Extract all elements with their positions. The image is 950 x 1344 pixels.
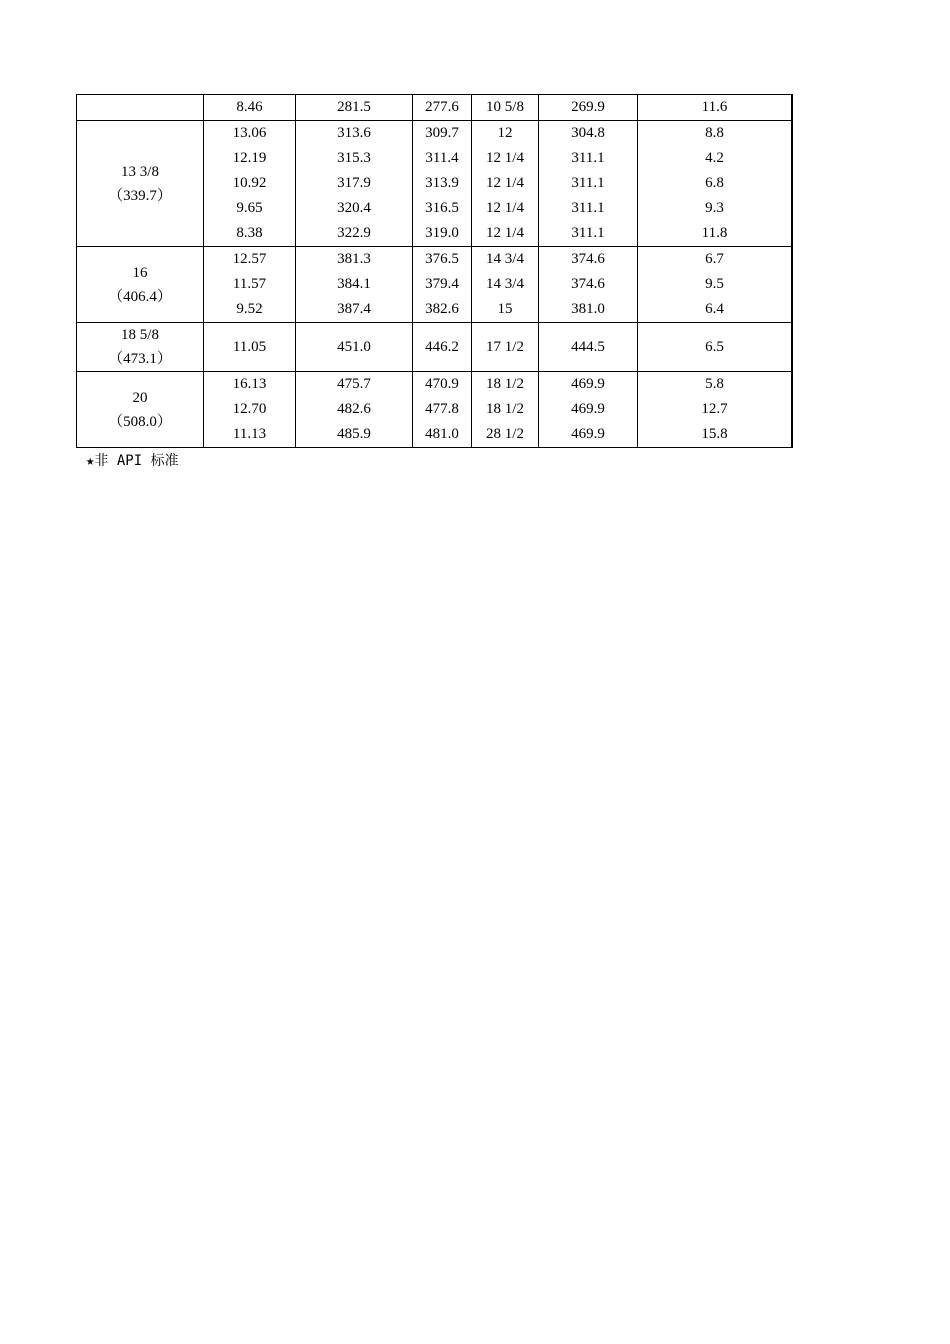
bit-size-inch-value: 17 1/2 [486,338,524,355]
bit-size-inch-value: 15 [497,301,513,317]
wall-thickness-value: 16.13 [232,376,267,392]
casing-size-cell [77,121,204,247]
bit-size-inch-value: 14 3/4 [486,276,524,292]
bit-size-mm-value: 444.5 [571,338,605,355]
casing-size-inch: 20 [132,389,148,406]
bit-size-mm-value: 311.1 [571,175,605,191]
wall-thickness-value: 11.13 [232,426,267,442]
bit-size-mm-cell [539,247,638,323]
clearance-cell [638,247,792,323]
casing-size-mm: （406.4） [108,288,172,305]
bit-size-mm-value: 469.9 [571,426,605,442]
outside-dia-value: 451.0 [337,338,371,355]
bit-size-inch-cell [472,372,539,448]
clearance-value: 6.7 [705,251,724,267]
bit-size-mm-value: 381.0 [571,301,605,317]
wall-thickness-cell [204,323,296,372]
bit-size-mm-value: 269.9 [571,99,605,115]
outside-dia-value: 313.6 [337,125,371,141]
footnote: ★非 API 标准 [86,453,179,469]
outside-dia-value: 281.5 [337,99,371,115]
bit-size-mm-value: 469.9 [571,376,605,392]
wall-thickness-value: 12.19 [232,150,267,166]
bit-size-mm-value: 469.9 [571,401,605,417]
wall-thickness-value: 9.52 [236,301,263,317]
wall-thickness-value: 11.05 [232,338,267,355]
casing-size-cell [77,95,204,121]
wall-thickness-cell [204,247,296,323]
outside-dia-cell [296,121,413,247]
inside-dia-value: 477.8 [425,401,459,417]
inside-dia-value: 376.5 [425,251,459,267]
inside-dia-value: 481.0 [425,426,459,442]
wall-thickness-value: 9.65 [236,200,263,216]
wall-thickness-value: 10.92 [232,175,267,191]
clearance-cell [638,95,792,121]
inside-dia-cell [413,247,472,323]
casing-size-inch: 16 [132,264,148,281]
casing-size-inch: 18 5/8 [121,327,159,343]
bit-size-inch-value: 18 1/2 [486,376,524,392]
outside-dia-value: 475.7 [337,376,371,392]
inside-dia-value: 316.5 [425,200,459,216]
inside-dia-cell [413,323,472,372]
bit-size-inch-value: 28 1/2 [486,426,524,442]
casing-size-cell [77,247,204,323]
wall-thickness-cell [204,121,296,247]
bit-size-inch-value: 18 1/2 [486,401,524,417]
inside-dia-value: 382.6 [425,301,459,317]
inside-dia-value: 313.9 [425,175,459,191]
wall-thickness-value: 12.70 [232,401,267,417]
bit-size-mm-cell [539,372,638,448]
outside-dia-value: 387.4 [337,301,371,317]
bit-size-inch-value: 14 3/4 [486,251,524,267]
bit-size-inch-cell [472,323,539,372]
clearance-value: 9.5 [705,276,724,292]
outside-dia-value: 482.6 [337,401,371,417]
bit-size-inch-value: 12 1/4 [486,200,524,216]
bit-size-mm-value: 304.8 [571,125,605,141]
wall-thickness-value: 8.46 [236,99,263,115]
bit-size-mm-value: 311.1 [571,200,605,216]
outside-dia-value: 322.9 [337,225,371,241]
bit-size-inch-cell [472,121,539,247]
clearance-value: 9.3 [705,200,724,216]
wall-thickness-cell [204,372,296,448]
casing-size-mm: （473.1） [108,351,172,367]
clearance-cell [638,121,792,247]
bit-size-inch-value: 10 5/8 [486,99,524,115]
clearance-value: 8.8 [705,125,724,141]
clearance-value: 11.8 [701,225,728,241]
inside-dia-value: 446.2 [425,338,459,355]
casing-size-cell [77,323,204,372]
wall-thickness-value: 12.57 [232,251,267,267]
bit-size-mm-cell [539,121,638,247]
table-body [77,95,792,448]
bit-size-inch-value: 12 1/4 [486,175,524,191]
bit-size-inch-value: 12 1/4 [486,150,524,166]
outside-dia-value: 320.4 [337,200,371,216]
clearance-value: 5.8 [705,376,724,392]
outside-dia-cell [296,372,413,448]
inside-dia-value: 319.0 [425,225,459,241]
bit-size-inch-cell [472,247,539,323]
bit-size-mm-value: 374.6 [571,276,605,292]
clearance-value: 6.5 [705,338,724,355]
clearance-value: 6.8 [705,175,724,191]
casing-size-mm: （339.7） [108,187,172,204]
outside-dia-value: 485.9 [337,426,371,442]
table-row [77,95,792,121]
casing-size-mm: （508.0） [108,413,172,430]
bit-size-mm-cell [539,95,638,121]
bit-size-inch-cell [472,95,539,121]
clearance-cell [638,323,792,372]
bit-size-inch-value: 12 1/4 [486,225,524,241]
casing-size-inch: 13 3/8 [121,163,159,180]
clearance-value: 12.7 [701,401,728,417]
clearance-value: 15.8 [701,426,728,442]
inside-dia-cell [413,372,472,448]
bit-size-mm-value: 311.1 [571,225,605,241]
outside-dia-value: 317.9 [337,175,371,191]
table-row [77,372,792,448]
wall-thickness-cell [204,95,296,121]
inside-dia-value: 277.6 [425,99,459,115]
outside-dia-value: 315.3 [337,150,371,166]
inside-dia-value: 309.7 [425,125,459,141]
inside-dia-value: 311.4 [425,150,459,166]
outside-dia-cell [296,323,413,372]
inside-dia-cell [413,121,472,247]
bit-size-mm-value: 374.6 [571,251,605,267]
outside-dia-value: 384.1 [337,276,371,292]
clearance-value: 6.4 [705,301,724,317]
bit-size-mm-value: 311.1 [571,150,605,166]
outside-dia-value: 381.3 [337,251,371,267]
wall-thickness-value: 13.06 [232,125,267,141]
table-right-border [792,94,793,448]
table-row [77,247,792,323]
inside-dia-value: 470.9 [425,376,459,392]
inside-dia-value: 379.4 [425,276,459,292]
clearance-value: 11.6 [701,99,728,115]
casing-spec-table [76,94,792,448]
bit-size-mm-cell [539,323,638,372]
clearance-value: 4.2 [705,150,724,166]
wall-thickness-value: 11.57 [232,276,267,292]
wall-thickness-value: 8.38 [236,225,263,241]
bit-size-inch-value: 12 [497,125,513,141]
clearance-cell [638,372,792,448]
table-row [77,323,792,372]
casing-size-cell [77,372,204,448]
table-row [77,121,792,247]
outside-dia-cell [296,95,413,121]
outside-dia-cell [296,247,413,323]
inside-dia-cell [413,95,472,121]
